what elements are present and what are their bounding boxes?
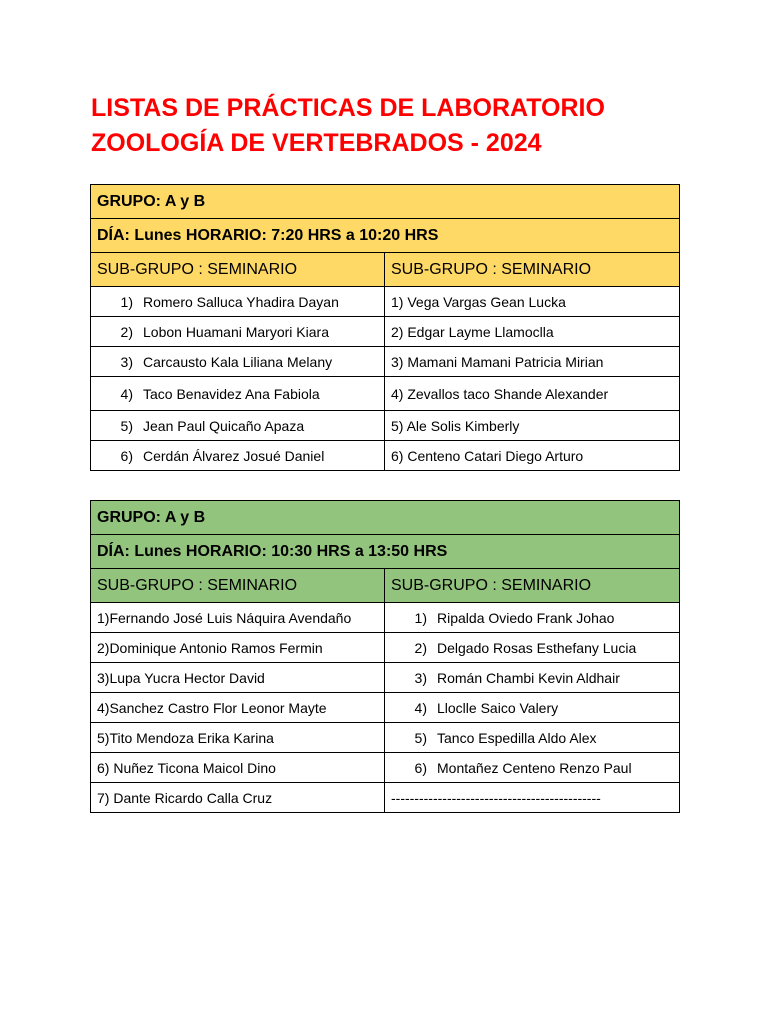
table-row bbox=[91, 441, 680, 471]
student-cell bbox=[385, 633, 680, 663]
list-number: 6) bbox=[120, 447, 133, 464]
list-number: 4) bbox=[414, 699, 427, 716]
table-row bbox=[91, 753, 680, 783]
student-cell bbox=[91, 441, 385, 471]
student-cell: 3) Mamani Mamani Patricia Mirian bbox=[385, 347, 680, 377]
group-2-subgroup-row bbox=[91, 569, 680, 603]
empty-placeholder-cell: --------------------------------------------- bbox=[385, 783, 680, 813]
student-name: Taco Benavidez Ana Fabiola bbox=[143, 385, 320, 402]
student-name: Ripalda Oviedo Frank Johao bbox=[437, 609, 615, 626]
student-cell: 2) Edgar Layme Llamoclla bbox=[385, 317, 680, 347]
list-number: 1) bbox=[120, 293, 133, 310]
student-name: Lloclle Saico Valery bbox=[437, 699, 559, 716]
student-name: Lobon Huamani Maryori Kiara bbox=[143, 323, 329, 340]
table-row bbox=[91, 783, 680, 813]
student-cell: 3)Lupa Yucra Hector David bbox=[91, 663, 385, 693]
table-row bbox=[91, 603, 680, 633]
table-row bbox=[91, 411, 680, 441]
student-name: Jean Paul Quicaño Apaza bbox=[143, 417, 305, 434]
student-cell bbox=[385, 753, 680, 783]
list-number: 6) bbox=[414, 759, 427, 776]
student-cell: 2)Dominique Antonio Ramos Fermin bbox=[91, 633, 385, 663]
list-number: 3) bbox=[120, 353, 133, 370]
group-2-schedule-label: DÍA: Lunes HORARIO: 10:30 HRS a 13:50 HRS bbox=[91, 535, 680, 569]
student-cell bbox=[385, 723, 680, 753]
list-number: 1) bbox=[414, 609, 427, 626]
group-2-grupo-label: GRUPO: A y B bbox=[91, 501, 680, 535]
list-number: 4) bbox=[120, 385, 133, 402]
table-row bbox=[91, 663, 680, 693]
group-1-table bbox=[90, 184, 680, 471]
table-row bbox=[91, 287, 680, 317]
list-number: 2) bbox=[414, 639, 427, 656]
student-cell: 4)Sanchez Castro Flor Leonor Mayte bbox=[91, 693, 385, 723]
student-name: Romero Salluca Yhadira Dayan bbox=[143, 293, 339, 310]
group-1-subgroup-row bbox=[91, 253, 680, 287]
table-row bbox=[91, 693, 680, 723]
student-cell bbox=[91, 317, 385, 347]
student-cell bbox=[385, 693, 680, 723]
group-2-grupo-row bbox=[91, 501, 680, 535]
table-row bbox=[91, 723, 680, 753]
student-name: Cerdán Álvarez Josué Daniel bbox=[143, 447, 325, 464]
table-row bbox=[91, 633, 680, 663]
student-cell bbox=[385, 603, 680, 633]
list-number: 5) bbox=[414, 729, 427, 746]
table-row bbox=[91, 317, 680, 347]
list-number: 2) bbox=[120, 323, 133, 340]
student-cell bbox=[91, 287, 385, 317]
student-cell: 4) Zevallos taco Shande Alexander bbox=[385, 377, 680, 411]
student-cell bbox=[91, 411, 385, 441]
group-1-schedule-label: DÍA: Lunes HORARIO: 7:20 HRS a 10:20 HRS bbox=[91, 219, 680, 253]
student-cell bbox=[385, 663, 680, 693]
table-row bbox=[91, 347, 680, 377]
title-line-2: ZOOLOGÍA DE VERTEBRADOS - 2024 bbox=[91, 129, 542, 157]
title-line-1: LISTAS DE PRÁCTICAS DE LABORATORIO bbox=[91, 94, 605, 122]
group-1-subgroup-left-header: SUB-GRUPO : SEMINARIO bbox=[91, 253, 385, 287]
group-1-dia-row bbox=[91, 219, 680, 253]
student-cell: 6) Centeno Catari Diego Arturo bbox=[385, 441, 680, 471]
student-cell bbox=[91, 347, 385, 377]
group-2-subgroup-right-header: SUB-GRUPO : SEMINARIO bbox=[385, 569, 680, 603]
student-cell: 1) Vega Vargas Gean Lucka bbox=[385, 287, 680, 317]
student-cell: 1)Fernando José Luis Náquira Avendaño bbox=[91, 603, 385, 633]
student-cell: 6) Nuñez Ticona Maicol Dino bbox=[91, 753, 385, 783]
group-1-grupo-row bbox=[91, 185, 680, 219]
student-name: Delgado Rosas Esthefany Lucia bbox=[437, 639, 637, 656]
document-title bbox=[91, 91, 605, 161]
group-2-table bbox=[90, 500, 680, 813]
student-cell bbox=[91, 377, 385, 411]
student-cell: 5)Tito Mendoza Erika Karina bbox=[91, 723, 385, 753]
student-name: Montañez Centeno Renzo Paul bbox=[437, 759, 632, 776]
group-2-dia-row bbox=[91, 535, 680, 569]
list-number: 3) bbox=[414, 669, 427, 686]
student-cell: 5) Ale Solis Kimberly bbox=[385, 411, 680, 441]
student-name: Tanco Espedilla Aldo Alex bbox=[437, 729, 597, 746]
group-1-subgroup-right-header: SUB-GRUPO : SEMINARIO bbox=[385, 253, 680, 287]
group-2-subgroup-left-header: SUB-GRUPO : SEMINARIO bbox=[91, 569, 385, 603]
group-1-grupo-label: GRUPO: A y B bbox=[91, 185, 680, 219]
student-cell: 7) Dante Ricardo Calla Cruz bbox=[91, 783, 385, 813]
table-row bbox=[91, 377, 680, 411]
list-number: 5) bbox=[120, 417, 133, 434]
student-name: Carcausto Kala Liliana Melany bbox=[143, 353, 333, 370]
student-name: Román Chambi Kevin Aldhair bbox=[437, 669, 620, 686]
